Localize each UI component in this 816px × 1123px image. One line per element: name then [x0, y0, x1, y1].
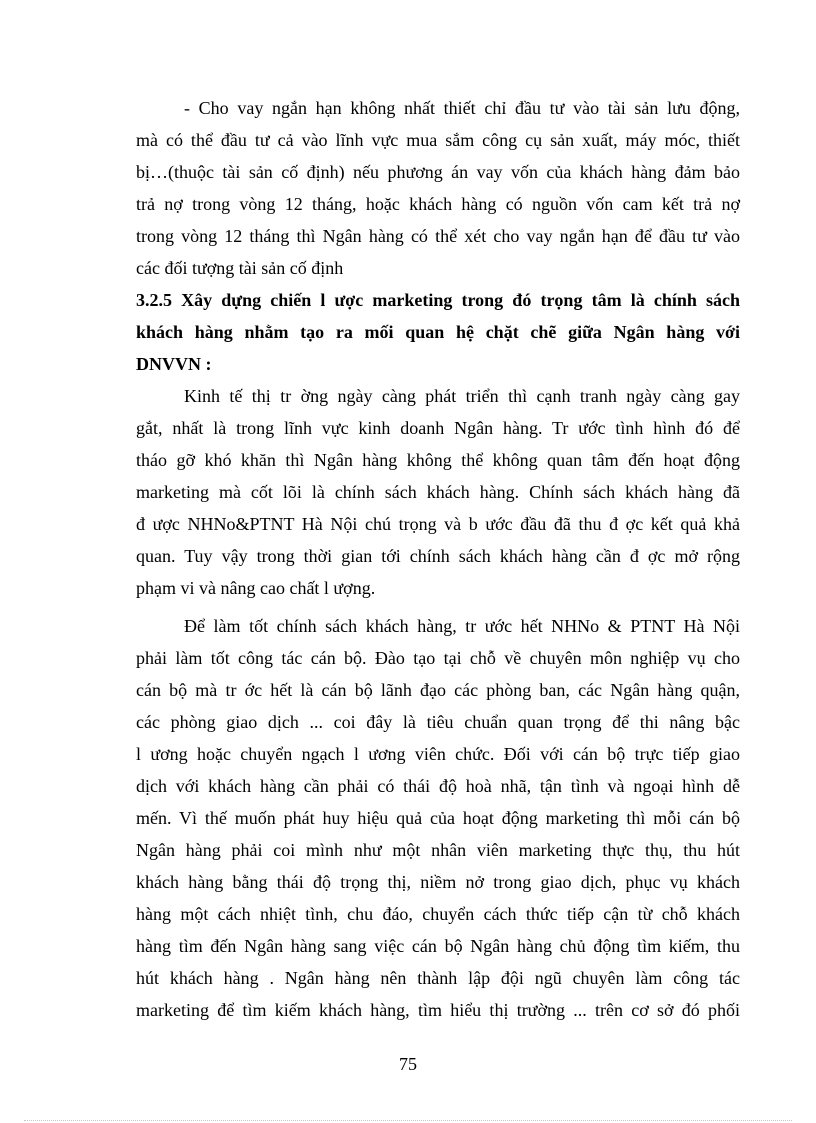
paragraph-line: đ ược NHNo&PTNT Hà Nội chú trọng và b ước đầu đã thu đ ợc kết quả khả — [136, 514, 740, 534]
paragraph-line: cán bộ mà tr ớc hết là cán bộ lãnh đạo các phòng ban, các Ngân hàng quận, — [136, 680, 740, 700]
paragraph-line: Kinh tế thị tr ờng ngày càng phát triển thì cạnh tranh ngày càng gay — [184, 386, 740, 406]
paragraph-line: mà có thể đầu tư cả vào lĩnh vực mua sắm công cụ sản xuất, máy móc, thiết — [136, 130, 740, 150]
paragraph-line: tháo gỡ khó khăn thì Ngân hàng không thể không quan tâm đến hoạt động — [136, 450, 740, 470]
paragraph-line: hàng một cách nhiệt tình, chu đáo, chuyển cách thức tiếp cận từ chỗ khách — [136, 904, 740, 924]
paragraph-line: trong vòng 12 tháng thì Ngân hàng có thể xét cho vay ngắn hạn để đầu tư vào — [136, 226, 740, 246]
paragraph-line: Để làm tốt chính sách khách hàng, tr ước hết NHNo & PTNT Hà Nội — [184, 616, 740, 636]
paragraph-line: hàng tìm đến Ngân hàng sang việc cán bộ Ngân hàng chủ động tìm kiếm, thu — [136, 936, 740, 956]
section-heading-line: 3.2.5 Xây dựng chiến l ược marketing trong đó trọng tâm là chính sách — [136, 290, 740, 310]
paragraph-line: các phòng giao dịch ... coi đây là tiêu chuẩn quan trọng để thi nâng bậc — [136, 712, 740, 732]
paragraph-line: quan. Tuy vậy trong thời gian tới chính sách khách hàng cần đ ợc mở rộng — [136, 546, 740, 566]
paragraph-line: bị…(thuộc tài sản cố định) nếu phương án vay vốn của khách hàng đảm bảo — [136, 162, 740, 182]
paragraph-line: dịch với khách hàng cần phải có thái độ hoà nhã, tận tình và ngoại hình dễ — [136, 776, 740, 796]
paragraph-line: các đối tượng tài sản cố định — [136, 258, 344, 278]
paragraph-line: gắt, nhất là trong lĩnh vực kinh doanh Ngân hàng. Tr ước tình hình đó để — [136, 418, 740, 438]
paragraph-line: mến. Vì thế muốn phát huy hiệu quả của hoạt động marketing thì mỗi cán bộ — [136, 808, 740, 828]
section-heading-line: DNVVN : — [136, 354, 212, 374]
paragraph-line: hút khách hàng . Ngân hàng nên thành lập đội ngũ chuyên làm công tác — [136, 968, 740, 988]
paragraph-line: Ngân hàng phải coi mình như một nhân viên marketing thực thụ, thu hút — [136, 840, 740, 860]
paragraph-line: phạm vi và nâng cao chất l ượng. — [136, 578, 376, 598]
paragraph-line: trả nợ trong vòng 12 tháng, hoặc khách hàng có nguồn vốn cam kết trả nợ — [136, 194, 740, 214]
paragraph-line: - Cho vay ngắn hạn không nhất thiết chỉ đầu tư vào tài sản lưu động, — [184, 98, 740, 118]
section-heading-line: khách hàng nhằm tạo ra mối quan hệ chặt chẽ giữa Ngân hàng với — [136, 322, 740, 342]
paragraph-line: marketing mà cốt lõi là chính sách khách hàng. Chính sách khách hàng đã — [136, 482, 740, 502]
paragraph-line: phải làm tốt công tác cán bộ. Đào tạo tại chỗ về chuyên môn nghiệp vụ cho — [136, 648, 740, 668]
page-number: 75 — [399, 1054, 417, 1074]
paragraph-line: marketing để tìm kiếm khách hàng, tìm hiểu thị trường ... trên cơ sở đó phối — [136, 1000, 740, 1020]
page-bottom-rule — [24, 1120, 792, 1121]
paragraph-line: l ương hoặc chuyển ngạch l ương viên chức. Đối với cán bộ trực tiếp giao — [136, 744, 740, 764]
paragraph-line: khách hàng bằng thái độ trọng thị, niềm nở trong giao dịch, phục vụ khách — [136, 872, 740, 892]
